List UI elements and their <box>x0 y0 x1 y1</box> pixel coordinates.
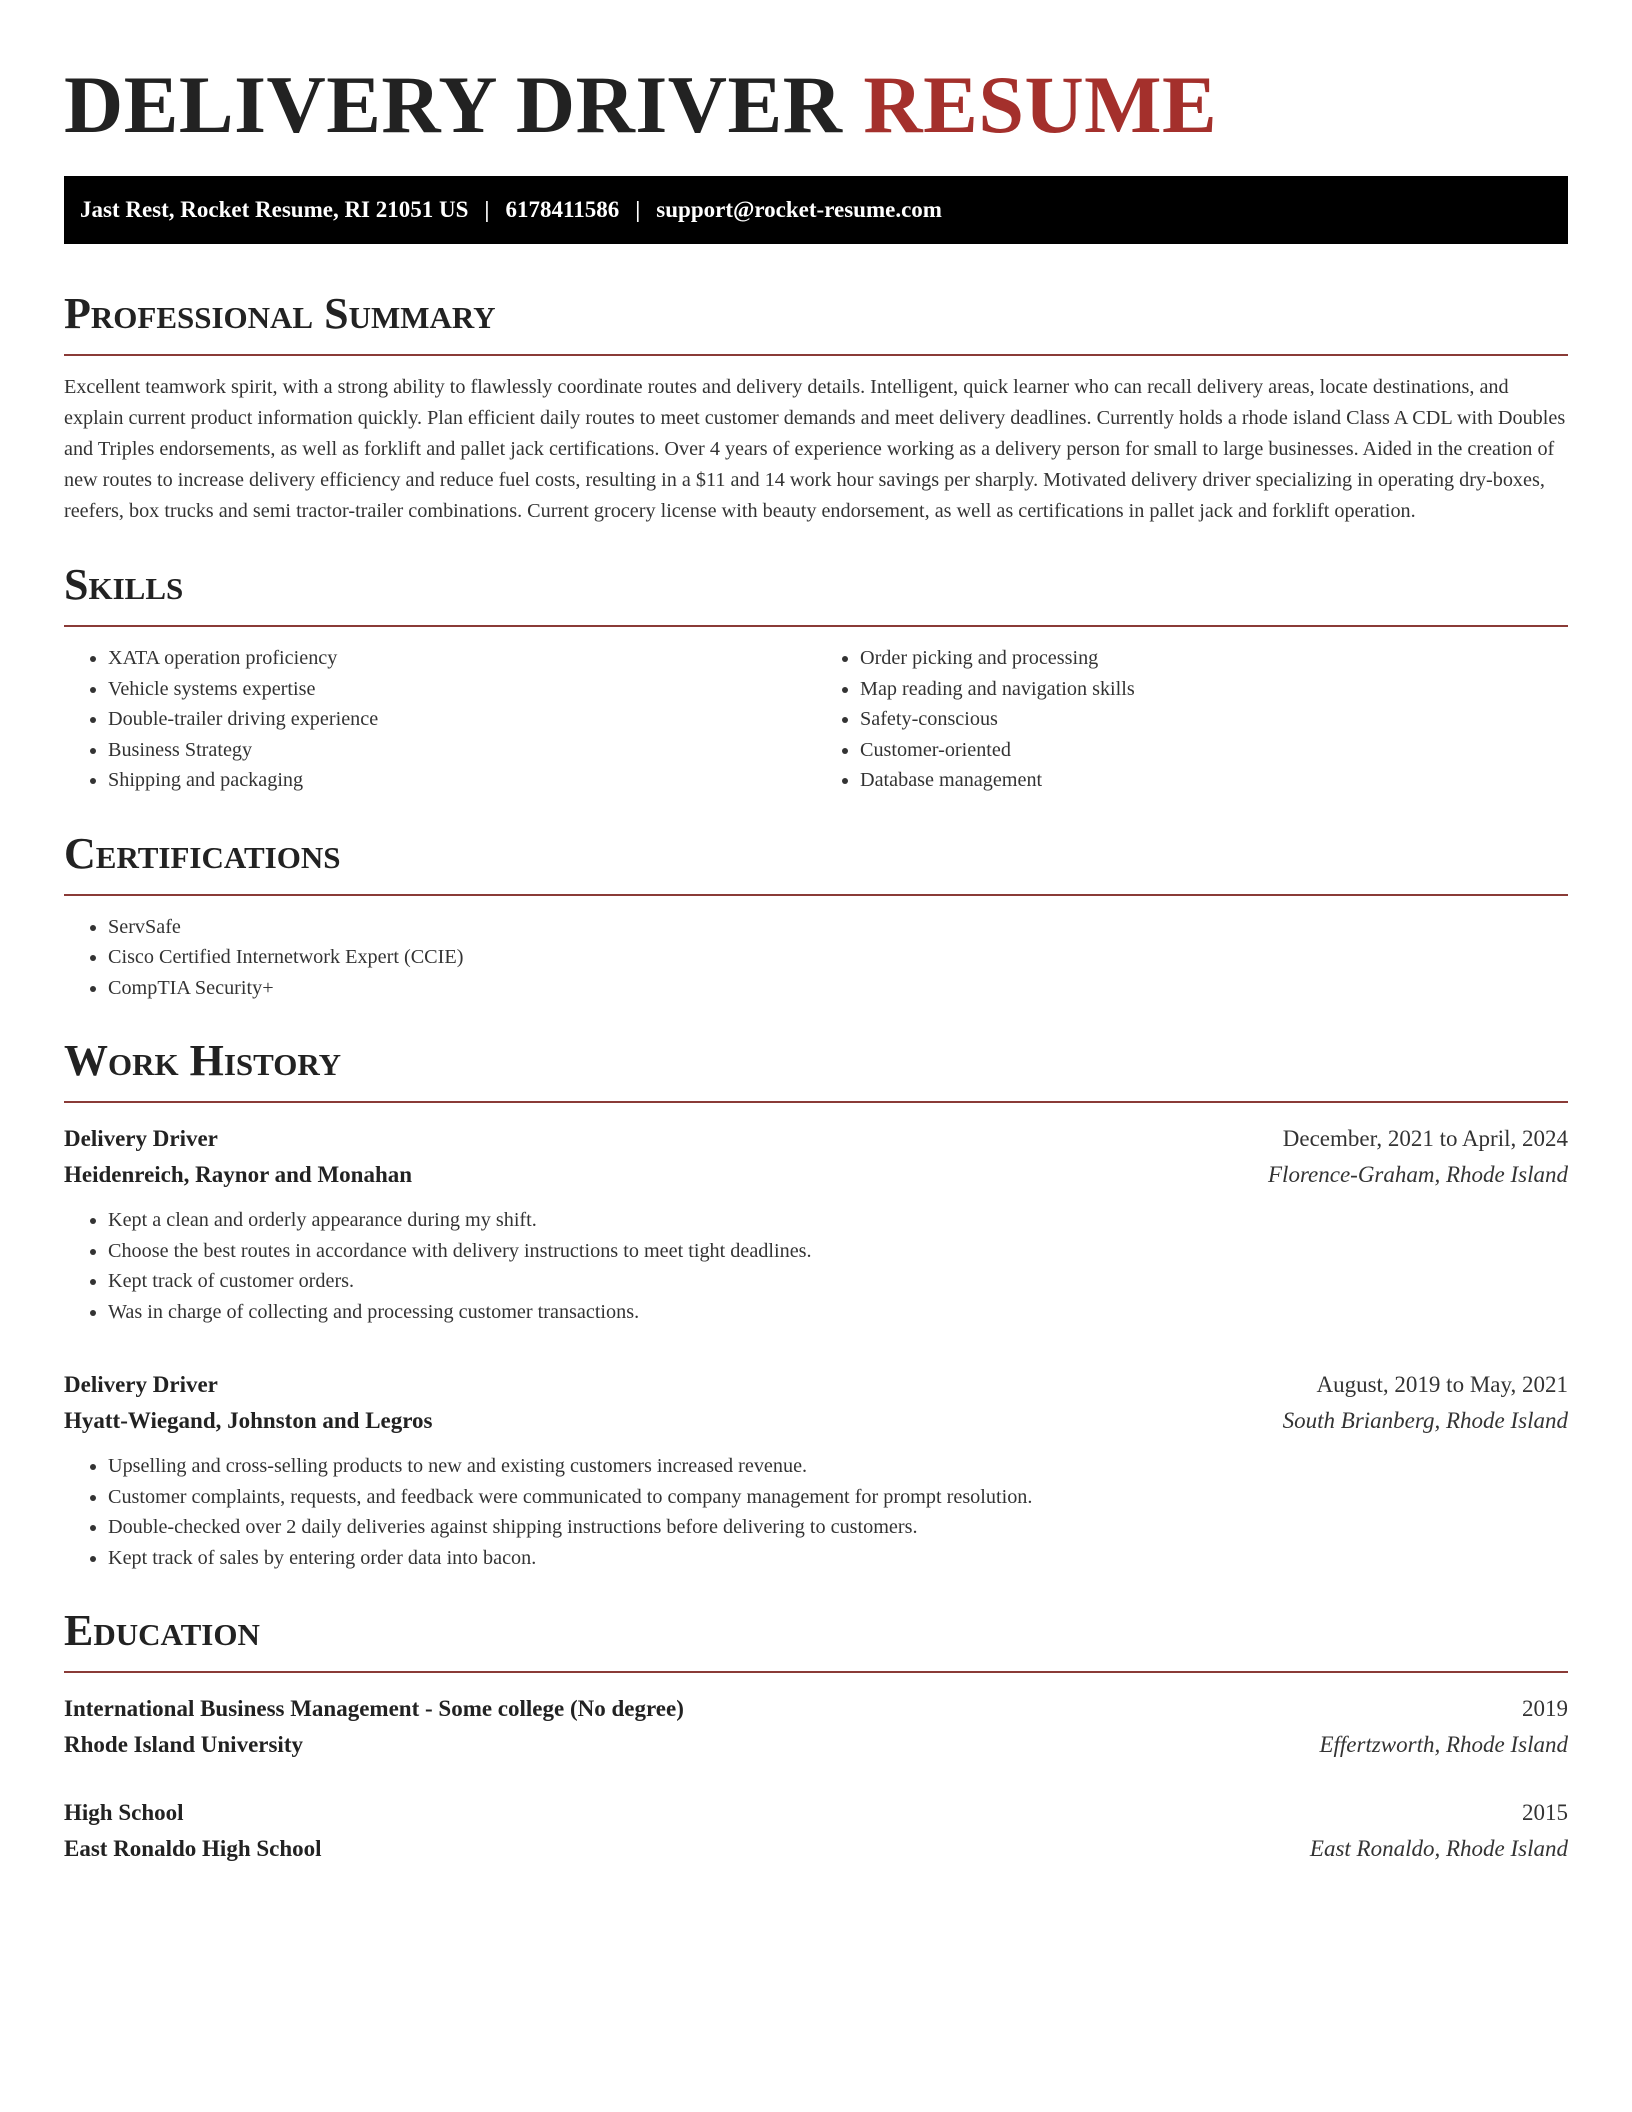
skills-list-right <box>816 643 1568 796</box>
education-degree-row <box>64 1691 1568 1727</box>
job-duty: • Customer complaints, requests, and feedback were communicated to company management for prompt resolution. <box>108 1482 1568 1513</box>
skills-heading: Skills <box>64 559 1568 627</box>
job-dates: December, 2021 to April, 2024 <box>1282 1126 1568 1151</box>
job-duties-list <box>64 1205 1568 1327</box>
skill-item: • Vehicle systems expertise <box>108 674 816 705</box>
certification-item: • Cisco Certified Internetwork Expert (CCIE) <box>108 942 1568 973</box>
certifications-list <box>64 912 1568 1004</box>
contact-bar <box>64 176 1568 244</box>
education-degree: High School <box>64 1800 184 1825</box>
job-location: Florence-Graham, Rhode Island <box>1268 1162 1568 1187</box>
job-duty: • Double-checked over 2 daily deliveries against shipping instructions before delivering to customers. <box>108 1512 1568 1543</box>
education-section <box>64 1605 1568 1867</box>
skill-item: • Map reading and navigation skills <box>860 674 1568 705</box>
education-school: East Ronaldo High School <box>64 1836 322 1861</box>
job-duty: • Choose the best routes in accordance with delivery instructions to meet tight deadlines. <box>108 1236 1568 1267</box>
education-location: Effertzworth, Rhode Island <box>1319 1732 1568 1757</box>
job-title: Delivery Driver <box>64 1372 218 1397</box>
title-accent: RESUME <box>863 59 1218 150</box>
job-duty: • Kept a clean and orderly appearance during my shift. <box>108 1205 1568 1236</box>
work-history-heading: Work History <box>64 1035 1568 1103</box>
skills-list-left <box>64 643 816 796</box>
work-history-section <box>64 1035 1568 1573</box>
job-title-row <box>64 1121 1568 1157</box>
skill-item: • Shipping and packaging <box>108 765 816 796</box>
certification-item: • CompTIA Security+ <box>108 973 1568 1004</box>
job-duty: • Upselling and cross-selling products to new and existing customers increased revenue. <box>108 1451 1568 1482</box>
job-dates: August, 2019 to May, 2021 <box>1316 1372 1568 1397</box>
job-duty: • Was in charge of collecting and processing customer transactions. <box>108 1297 1568 1328</box>
education-school: Rhode Island University <box>64 1732 303 1757</box>
certification-item: • ServSafe <box>108 912 1568 943</box>
education-entry <box>64 1795 1568 1867</box>
contact-separator: | <box>484 197 490 222</box>
job-title: Delivery Driver <box>64 1126 218 1151</box>
contact-separator: | <box>635 197 641 222</box>
job-company-row <box>64 1403 1568 1439</box>
job-entry <box>64 1367 1568 1573</box>
resume-title <box>64 58 1568 152</box>
education-school-row <box>64 1831 1568 1867</box>
contact-phone[interactable]: 6178411586 <box>505 197 620 222</box>
job-company: Hyatt-Wiegand, Johnston and Legros <box>64 1408 433 1433</box>
job-duty: • Kept track of sales by entering order data into bacon. <box>108 1543 1568 1574</box>
education-year: 2015 <box>1522 1800 1568 1825</box>
skill-item: • Order picking and processing <box>860 643 1568 674</box>
skill-item: • Database management <box>860 765 1568 796</box>
skills-grid <box>64 643 1568 796</box>
job-duties-list <box>64 1451 1568 1573</box>
education-entry <box>64 1691 1568 1763</box>
education-location: East Ronaldo, Rhode Island <box>1309 1836 1568 1861</box>
job-company-row <box>64 1157 1568 1193</box>
title-main: DELIVERY DRIVER <box>64 59 843 150</box>
certifications-heading: Certifications <box>64 828 1568 896</box>
education-degree: International Business Management - Some college (No degree) <box>64 1696 684 1721</box>
skill-item: • XATA operation proficiency <box>108 643 816 674</box>
resume-page <box>64 58 1568 1867</box>
job-location: South Brianberg, Rhode Island <box>1282 1408 1568 1433</box>
skill-item: • Business Strategy <box>108 735 816 766</box>
education-year: 2019 <box>1522 1696 1568 1721</box>
skills-section <box>64 559 1568 796</box>
contact-address: Jast Rest, Rocket Resume, RI 21051 US <box>80 197 469 222</box>
education-school-row <box>64 1727 1568 1763</box>
job-title-row <box>64 1367 1568 1403</box>
education-degree-row <box>64 1795 1568 1831</box>
job-company: Heidenreich, Raynor and Monahan <box>64 1162 413 1187</box>
summary-heading: Professional Summary <box>64 288 1568 356</box>
contact-email[interactable]: support@rocket-resume.com <box>656 197 942 222</box>
job-duty: • Kept track of customer orders. <box>108 1266 1568 1297</box>
skill-item: • Customer-oriented <box>860 735 1568 766</box>
certifications-section <box>64 828 1568 1004</box>
skill-item: • Double-trailer driving experience <box>108 704 816 735</box>
summary-section <box>64 288 1568 527</box>
job-entry <box>64 1121 1568 1327</box>
education-heading: Education <box>64 1605 1568 1673</box>
skill-item: • Safety-conscious <box>860 704 1568 735</box>
summary-text: Excellent teamwork spirit, with a strong ability to flawlessly coordinate routes and delivery details. Intelligent, quick learner who can recall delivery areas, locate destinations, and explain current product information quickly. Plan efficient daily routes to meet customer demands and meet delivery deadlines. Currently holds a rhode island Class A CDL with Doubles and Triples endorsements, as well as forklift and pallet jack certifications. Over 4 years of experience working as a delivery person for small to large businesses. Aided in the creation of new routes to increase delivery efficiency and reduce fuel costs, resulting in a $11 and 14 work hour savings per sharply. Motivated delivery driver specializing in operating dry-boxes, reefers, box trucks and semi tractor-trailer combinations. Current grocery license with beauty endorsement, as well as certifications in pallet jack and forklift operation. <box>64 376 1566 522</box>
